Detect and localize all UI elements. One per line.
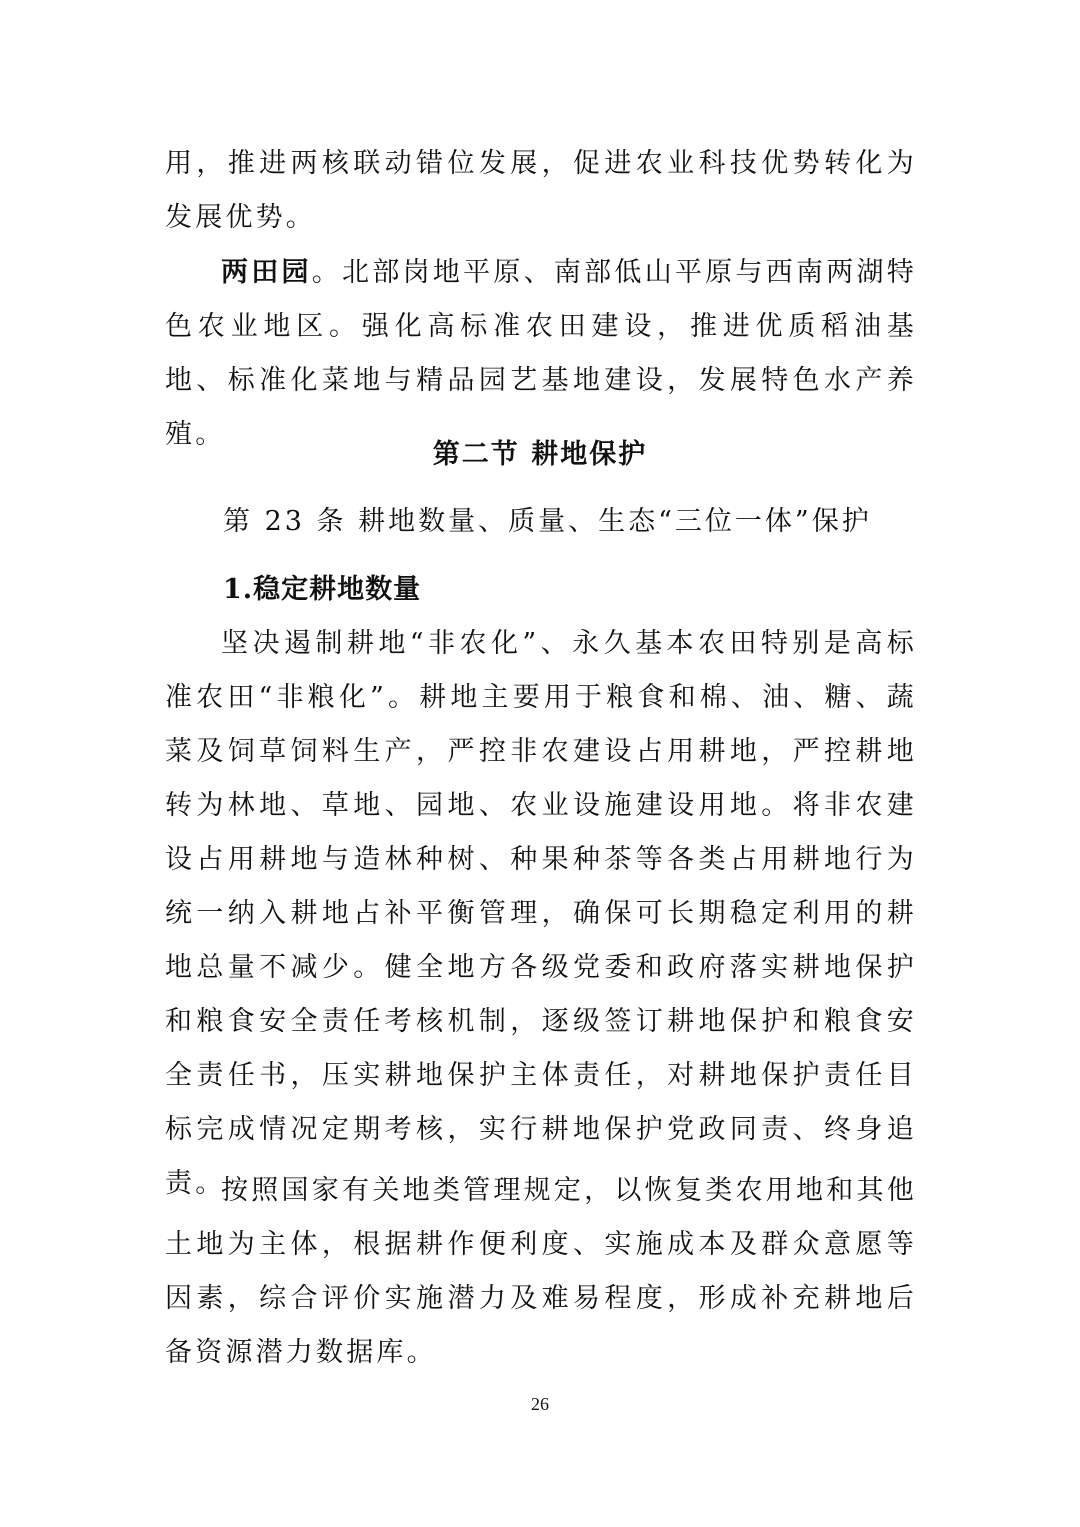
paragraph-text: 。北部岗地平原、南部低山平原与西南两湖特色农业地区。强化高标准农田建设，推进优质稻油基地、标准化菜地与精品园艺基地建设，发展特色水产养殖。 <box>165 257 917 450</box>
paragraph-reserve-resources <box>165 1164 917 1380</box>
section-title: 第二节 耕地保护 <box>432 439 648 470</box>
paragraph-text: 用，推进两核联动错位发展，促进农业科技优势转化为发展优势。 <box>165 148 917 233</box>
paragraph-text: 坚决遏制耕地“非农化”、永久基本农田特别是高标准农田“非粮化”。耕地主要用于粮食和棉、油、糖、蔬菜及饲草饲料生产，严控非农建设占用耕地，严控耕地转为林地、草地、园地、农业设施建设用地。将非农建设占用耕地与造林种树、种果种茶等各类占用耕地行为统一纳入耕地占补平衡管理，确保可长期稳定利用的耕地总量不减少。健全地方各级党委和政府落实耕地保护和粮食安全责任考核机制，逐级签订耕地保护和粮食安全责任书，压实耕地保护主体责任，对耕地保护责任目标完成情况定期考核，实行耕地保护党政同责、终身追责。 <box>165 628 917 1199</box>
paragraph-lead-term: 两田园 <box>221 257 312 288</box>
subsection-title: 1.稳定耕地数量 <box>223 574 422 605</box>
page-number: 26 <box>531 1394 549 1414</box>
article-title: 第 23 条 耕地数量、质量、生态“三位一体”保护 <box>223 506 872 537</box>
paragraph-farmland-quantity <box>165 617 917 1211</box>
paragraph-text: 按照国家有关地类管理规定，以恢复类农用地和其他土地为主体，根据耕作便利度、实施成本及群众意愿等因素，综合评价实施潜力及难易程度，形成补充耕地后备资源潜力数据库。 <box>165 1175 917 1368</box>
paragraph-continuation <box>165 137 917 245</box>
